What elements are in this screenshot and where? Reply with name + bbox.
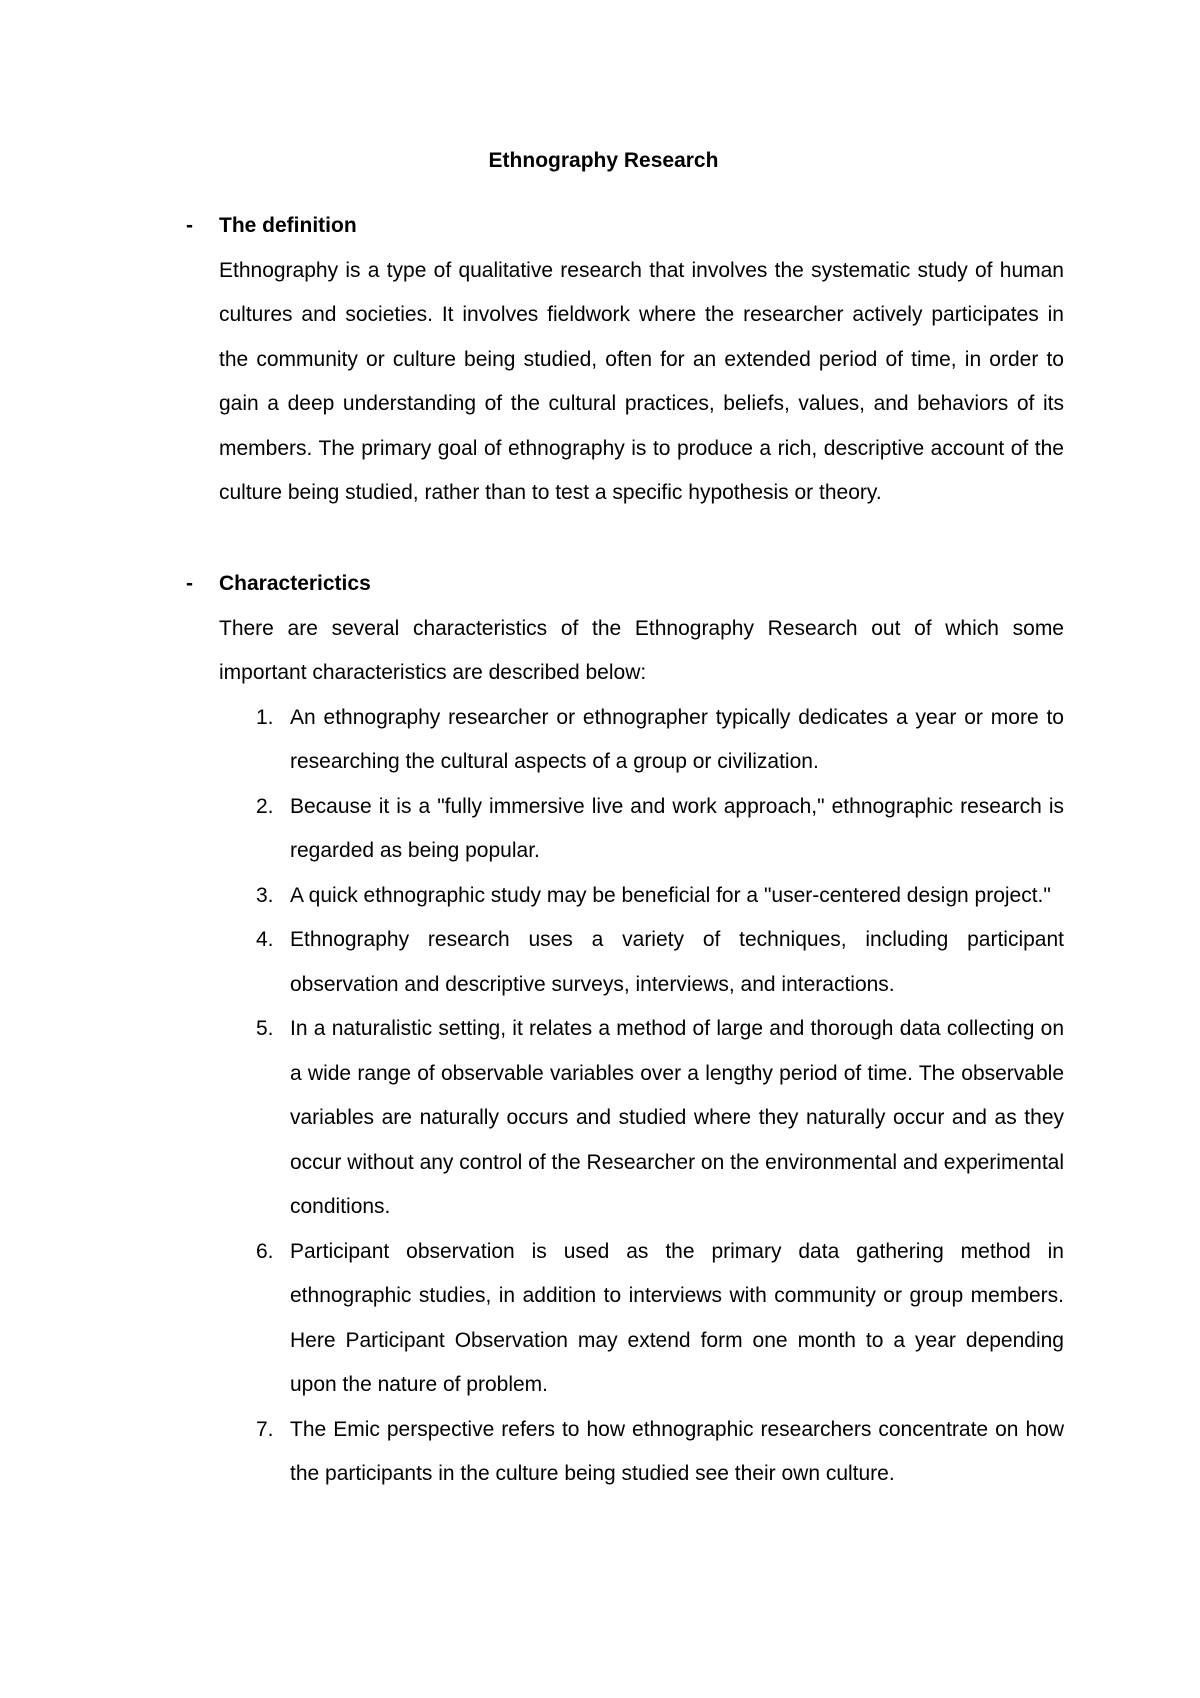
list-item [256, 874, 1064, 919]
list-item-number: 4. [256, 928, 274, 951]
section-heading [186, 204, 1064, 249]
bullet-dash: - [186, 572, 193, 595]
list-item-text: Ethnography research uses a variety of techniques, including participant observation and descriptive surveys, interviews, and interactions. [290, 928, 1064, 996]
characteristics-list [186, 696, 1064, 1497]
section-definition [186, 204, 1064, 516]
list-item [256, 918, 1064, 1007]
list-item-number: 5. [256, 1017, 274, 1040]
list-item-text: In a naturalistic setting, it relates a method of large and thorough data collecting on a wide range of observable variables over a lengthy period of time. The observable variables are naturally occurs and studied where they naturally occur and as they occur without any control of the Researcher on the environmental and experimental conditions. [290, 1017, 1064, 1218]
section-heading [186, 562, 1064, 607]
section-heading-text: Characterictics [219, 572, 371, 595]
list-item [256, 1230, 1064, 1408]
list-item [256, 1408, 1064, 1497]
list-item-text: The Emic perspective refers to how ethnographic researchers concentrate on how the participants in the culture being studied see their own culture. [290, 1417, 1064, 1485]
list-item-text: An ethnography researcher or ethnographer typically dedicates a year or more to researching the cultural aspects of a group or civilization. [290, 705, 1064, 773]
list-item-number: 1. [256, 705, 274, 729]
list-item-number: 6. [256, 1239, 274, 1263]
section-heading-text: The definition [219, 214, 357, 237]
document-title: Ethnography Research [488, 149, 719, 172]
characteristics-intro-paragraph: There are several characteristics of the Ethnography Research out of which some important characteristics are described below: [219, 616, 1064, 684]
list-item-text: A quick ethnographic study may be beneficial for a "user-centered design project." [290, 883, 1051, 907]
definition-paragraph: Ethnography is a type of qualitative research that involves the systematic study of human cultures and societies. It involves fieldwork where the researcher actively participates in the community or culture being studied, often for an extended period of time, in order to gain a deep understanding of the cultural practices, beliefs, values, and behaviors of its members. The primary goal of ethnography is to produce a rich, descriptive account of the culture being studied, rather than to test a specific hypothesis or theory. [219, 258, 1064, 504]
list-item [256, 696, 1064, 785]
bullet-dash: - [186, 214, 193, 237]
list-item-number: 3. [256, 883, 274, 907]
list-item [256, 1007, 1064, 1230]
list-item-text: Because it is a "fully immersive live and work approach," ethnographic research is regarded as being popular. [290, 794, 1064, 862]
list-item [256, 785, 1064, 874]
list-item-number: 7. [256, 1417, 274, 1441]
list-item-text: Participant observation is used as the primary data gathering method in ethnographic studies, in addition to interviews with community or group members. Here Participant Observation may extend form one month to a year depending upon the nature of problem. [290, 1239, 1064, 1396]
list-item-number: 2. [256, 794, 274, 818]
section-characteristics [186, 562, 1064, 1497]
